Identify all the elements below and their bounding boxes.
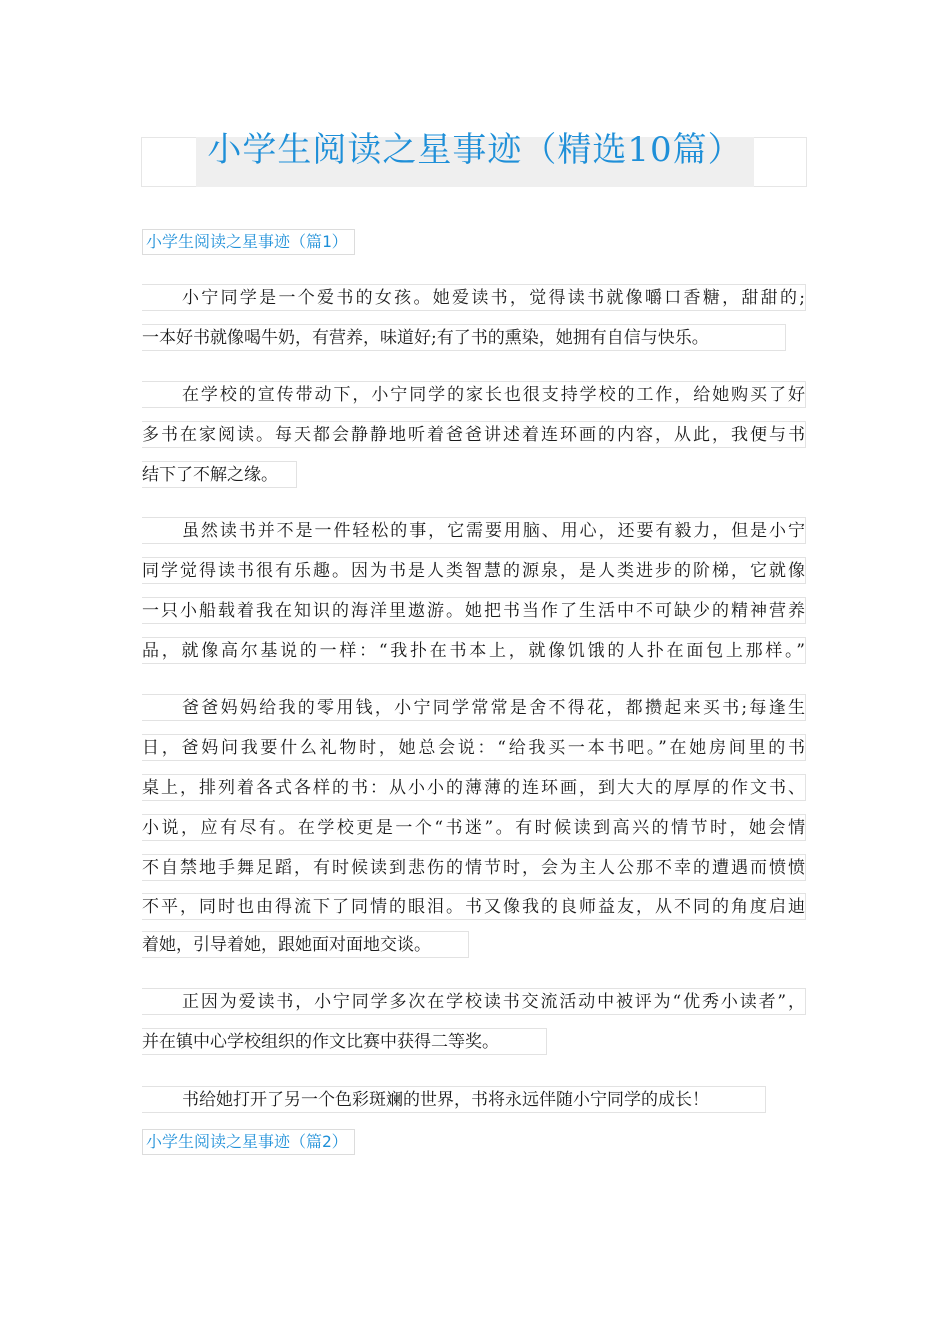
paragraph-line: 一只小船载着我在知识的海洋里遨游。她把书当作了生活中不可缺少的精神营养 (142, 597, 806, 624)
paragraph-line: 并在镇中心学校组织的作文比赛中获得二等奖。 (142, 1028, 547, 1055)
paragraph-line: 日，爸妈问我要什么礼物时，她总会说：“给我买一本书吧。”在她房间里的书 (142, 734, 806, 761)
section-heading-1: 小学生阅读之星事迹（篇1） (142, 229, 355, 255)
paragraph-line: 多书在家阅读。每天都会静静地听着爸爸讲述着连环画的内容，从此，我便与书 (142, 421, 806, 448)
paragraph-line: 正因为爱读书，小宁同学多次在学校读书交流活动中被评为“优秀小读者”， (142, 988, 806, 1015)
paragraph-line: 结下了不解之缘。 (142, 461, 297, 488)
document-title: 小学生阅读之星事迹（精选10篇） (207, 130, 743, 170)
paragraph-line: 同学觉得读书很有乐趣。因为书是人类智慧的源泉，是人类进步的阶梯，它就像 (142, 557, 806, 584)
paragraph-line: 桌上，排列着各式各样的书：从小小的薄薄的连环画，到大大的厚厚的作文书、 (142, 774, 806, 801)
paragraph-line: 品，就像高尔基说的一样：“我扑在书本上，就像饥饿的人扑在面包上那样。” (142, 637, 806, 664)
paragraph-line: 书给她打开了另一个色彩斑斓的世界，书将永远伴随小宁同学的成长！ (142, 1086, 766, 1113)
paragraph-line: 小宁同学是一个爱书的女孩。她爱读书，觉得读书就像嚼口香糖，甜甜的; (142, 284, 806, 311)
paragraph-line: 在学校的宣传带动下，小宁同学的家长也很支持学校的工作，给她购买了好 (142, 381, 806, 408)
paragraph-line: 虽然读书并不是一件轻松的事，它需要用脑、用心，还要有毅力，但是小宁 (142, 517, 806, 544)
section-heading-2: 小学生阅读之星事迹（篇2） (142, 1129, 355, 1155)
paragraph-line: 一本好书就像喝牛奶，有营养，味道好;有了书的熏染，她拥有自信与快乐。 (142, 324, 786, 351)
paragraph-line: 不平，同时也由得流下了同情的眼泪。书又像我的良师益友，从不同的角度启迪 (142, 893, 806, 920)
paragraph-line: 小说，应有尽有。在学校更是一个“书迷”。有时候读到高兴的情节时，她会情 (142, 814, 806, 841)
paragraph-line: 爸爸妈妈给我的零用钱，小宁同学常常是舍不得花，都攒起来买书;每逢生 (142, 694, 806, 721)
paragraph-line: 着她，引导着她，跟她面对面地交谈。 (142, 931, 469, 958)
paragraph-line: 不自禁地手舞足蹈，有时候读到悲伤的情节时，会为主人公那不幸的遭遇而愤愤 (142, 854, 806, 881)
